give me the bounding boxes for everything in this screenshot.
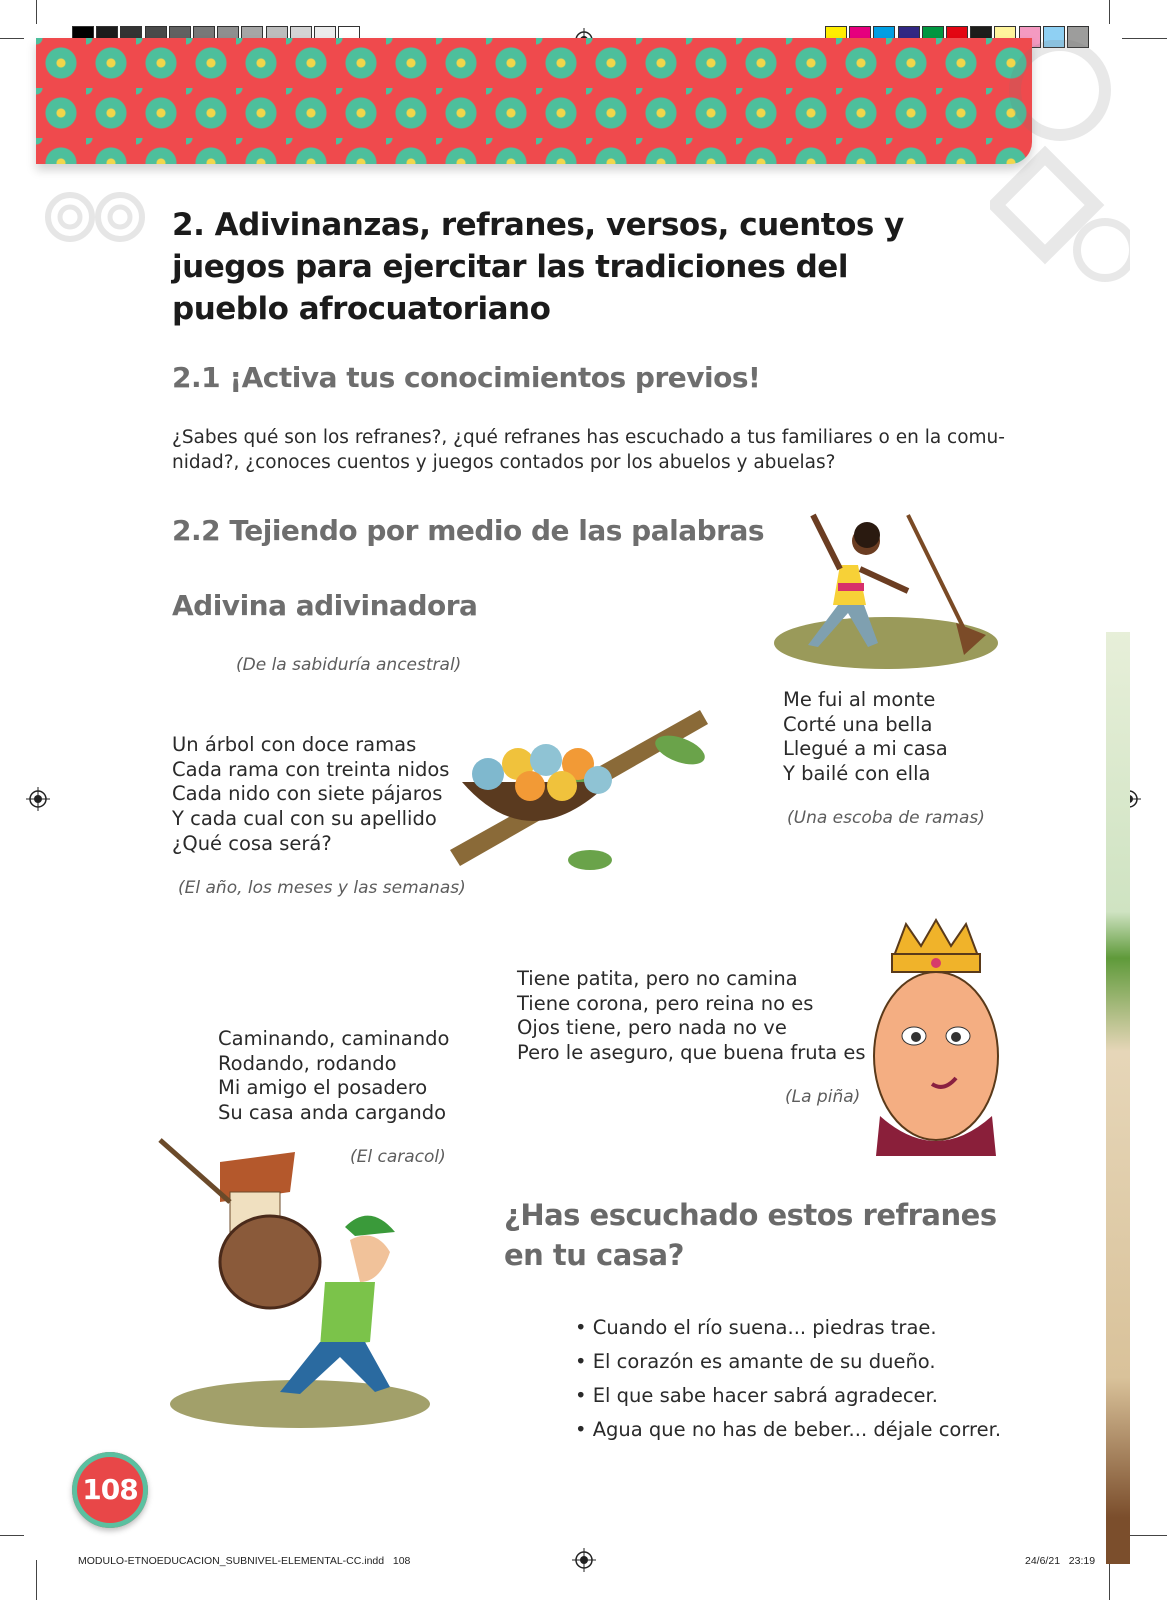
- crop-mark: [1109, 1560, 1110, 1600]
- proverb-item: • Cuando el río suena... piedras trae.: [575, 1316, 937, 1339]
- crop-mark: [1122, 38, 1167, 39]
- riddle-answer: (La piña): [785, 1087, 861, 1107]
- ornament-icon: [990, 40, 1130, 290]
- proverb-item: • El que sabe hacer sabrá agradecer.: [575, 1384, 938, 1407]
- riddle-line: Caminando, caminando: [218, 1027, 450, 1050]
- footer-filename: MODULO-ETNOEDUCACION_SUBNIVEL-ELEMENTAL-CC.indd 108: [78, 1555, 411, 1567]
- riddle-line: Ojos tiene, pero nada no ve: [517, 1016, 787, 1040]
- source-note: (De la sabiduría ancestral): [236, 655, 462, 675]
- decorative-pattern-banner: [36, 38, 1032, 164]
- boy-with-broom-illustration: [768, 505, 998, 675]
- pineapple-queen-illustration: [866, 916, 1006, 1156]
- proverbs-heading: [504, 1195, 997, 1275]
- riddle-pineapple: [517, 967, 866, 1066]
- paragraph-line: nidad?, ¿conoces cuentos y juegos contados por los abuelos y abuelas?: [172, 452, 836, 473]
- proverb-item: • Agua que no has de beber... déjale correr.: [575, 1418, 1002, 1441]
- paragraph-line: ¿Sabes qué son los refranes?, ¿qué refranes has escuchado a tus familiares o en la comu-: [172, 427, 1005, 448]
- crop-mark: [36, 0, 37, 24]
- riddle-line: ¿Qué cosa será?: [172, 831, 332, 855]
- riddle-answer: (El caracol): [350, 1147, 446, 1167]
- page-number: 108: [82, 1473, 138, 1506]
- riddle-answer: (Una escoba de ramas): [787, 808, 985, 828]
- riddle-line: Llegué a mi casa: [783, 737, 948, 761]
- section-title: 2. Adivinanzas, refranes, versos, cuentos y juegos para ejercitar las tradiciones del pueblo afrocuatoriano: [172, 207, 904, 327]
- riddle-line: Me fui al monte: [783, 688, 936, 711]
- proverb-item: • El corazón es amante de su dueño.: [575, 1350, 936, 1373]
- page-number-badge: [72, 1452, 148, 1528]
- riddle-line: Cada nido con siete pájaros: [172, 782, 443, 806]
- proverbs-heading-line: ¿Has escuchado estos refranes: [504, 1198, 997, 1232]
- subsection-heading: 2.2 Tejiendo por medio de las palabras: [172, 514, 765, 547]
- crop-mark: [0, 38, 24, 39]
- riddle-line: Un árbol con doce ramas: [172, 733, 417, 756]
- registration-mark-icon: [26, 787, 50, 811]
- crop-mark: [0, 1535, 24, 1536]
- riddle-line: Mi amigo el posadero: [218, 1076, 428, 1100]
- man-carrying-house-illustration: [150, 1132, 440, 1432]
- riddle-line: Rodando, rodando: [218, 1051, 397, 1075]
- riddle-broom: [783, 688, 948, 787]
- riddle-line: Tiene corona, pero reina no es: [517, 991, 814, 1015]
- crop-mark: [36, 1560, 37, 1600]
- subheading: Adivina adivinadora: [172, 589, 478, 622]
- crop-mark: [1109, 0, 1110, 24]
- riddle-line: Pero le aseguro, que buena fruta es: [517, 1041, 866, 1065]
- riddle-snail: [218, 1027, 449, 1126]
- riddle-line: Y bailé con ella: [783, 762, 931, 786]
- proverbs-heading-line: en tu casa?: [504, 1238, 684, 1272]
- subsection-heading: 2.1 ¡Activa tus conocimientos previos!: [172, 361, 761, 394]
- riddle-line: Tiene patita, pero no camina: [517, 967, 798, 990]
- spiral-ornament-icon: [40, 172, 150, 262]
- registration-mark-icon: [572, 1548, 596, 1572]
- birds-nest-illustration: [440, 690, 720, 890]
- riddle-line: Cada rama con treinta nidos: [172, 757, 450, 781]
- side-illustration-strip: [1106, 632, 1130, 1564]
- proverbs-list: [575, 1311, 1001, 1447]
- footer-date: 24/6/21 23:19: [1025, 1555, 1096, 1567]
- riddle-line: Su casa anda cargando: [218, 1101, 447, 1125]
- riddle-line: Corté una bella: [783, 712, 933, 736]
- riddle-answer: (El año, los meses y las semanas): [178, 878, 466, 898]
- riddle-tree: [172, 733, 449, 857]
- riddle-line: Y cada cual con su apellido: [172, 807, 437, 831]
